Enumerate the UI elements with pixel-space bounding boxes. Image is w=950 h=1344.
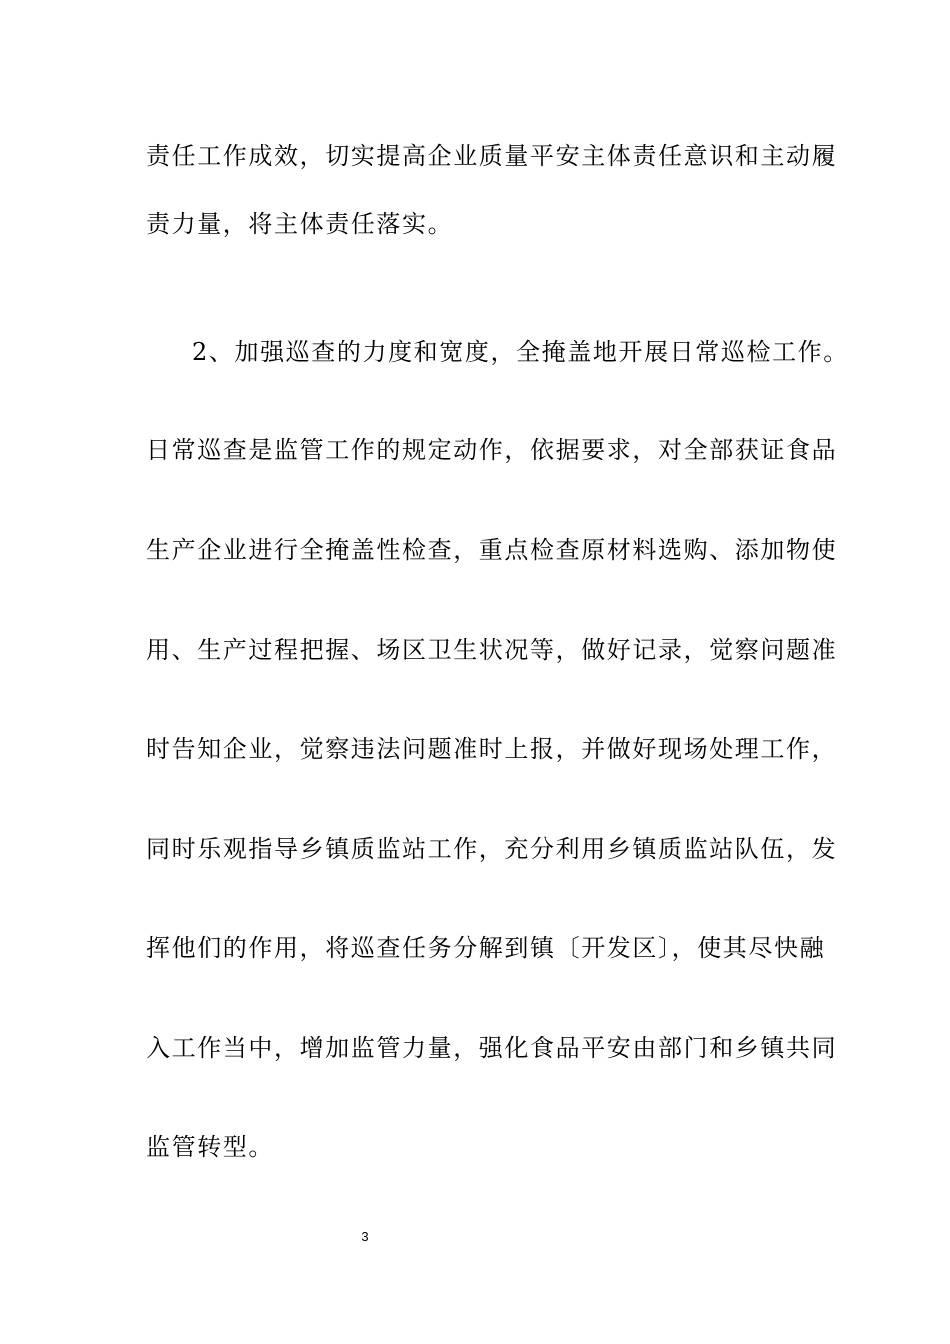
- text-line-1: 责任工作成效，切实提高企业质量平安主体责任意识和主动履: [146, 142, 838, 170]
- text-line-8: 同时乐观指导乡镇质监站工作，充分利用乡镇质监站队伍，发: [146, 835, 838, 863]
- text-line-5: 生产企业进行全掩盖性检查，重点检查原材料选购、添加物使: [146, 536, 838, 564]
- text-line-7: 时告知企业，觉察违法问题准时上报，并做好现场处理工作，: [146, 735, 838, 763]
- text-line-4: 日常巡查是监管工作的规定动作，依据要求，对全部获证食品: [146, 436, 838, 464]
- text-line-11: 监管转型。: [146, 1133, 274, 1161]
- text-line-9: 挥他们的作用，将巡查任务分解到镇〔开发区〕，使其尽快融: [146, 934, 826, 962]
- text-line-6: 用、生产过程把握、场区卫生状况等，做好记录，觉察问题准: [146, 636, 838, 664]
- page-number: 3: [361, 1229, 369, 1244]
- text-line-10: 入工作当中，增加监管力量，强化食品平安由部门和乡镇共同: [146, 1034, 838, 1062]
- text-line-2: 责力量，将主体责任落实。: [146, 210, 454, 238]
- text-line-3: 2、加强巡查的力度和宽度，全掩盖地开展日常巡检工作。: [192, 338, 849, 366]
